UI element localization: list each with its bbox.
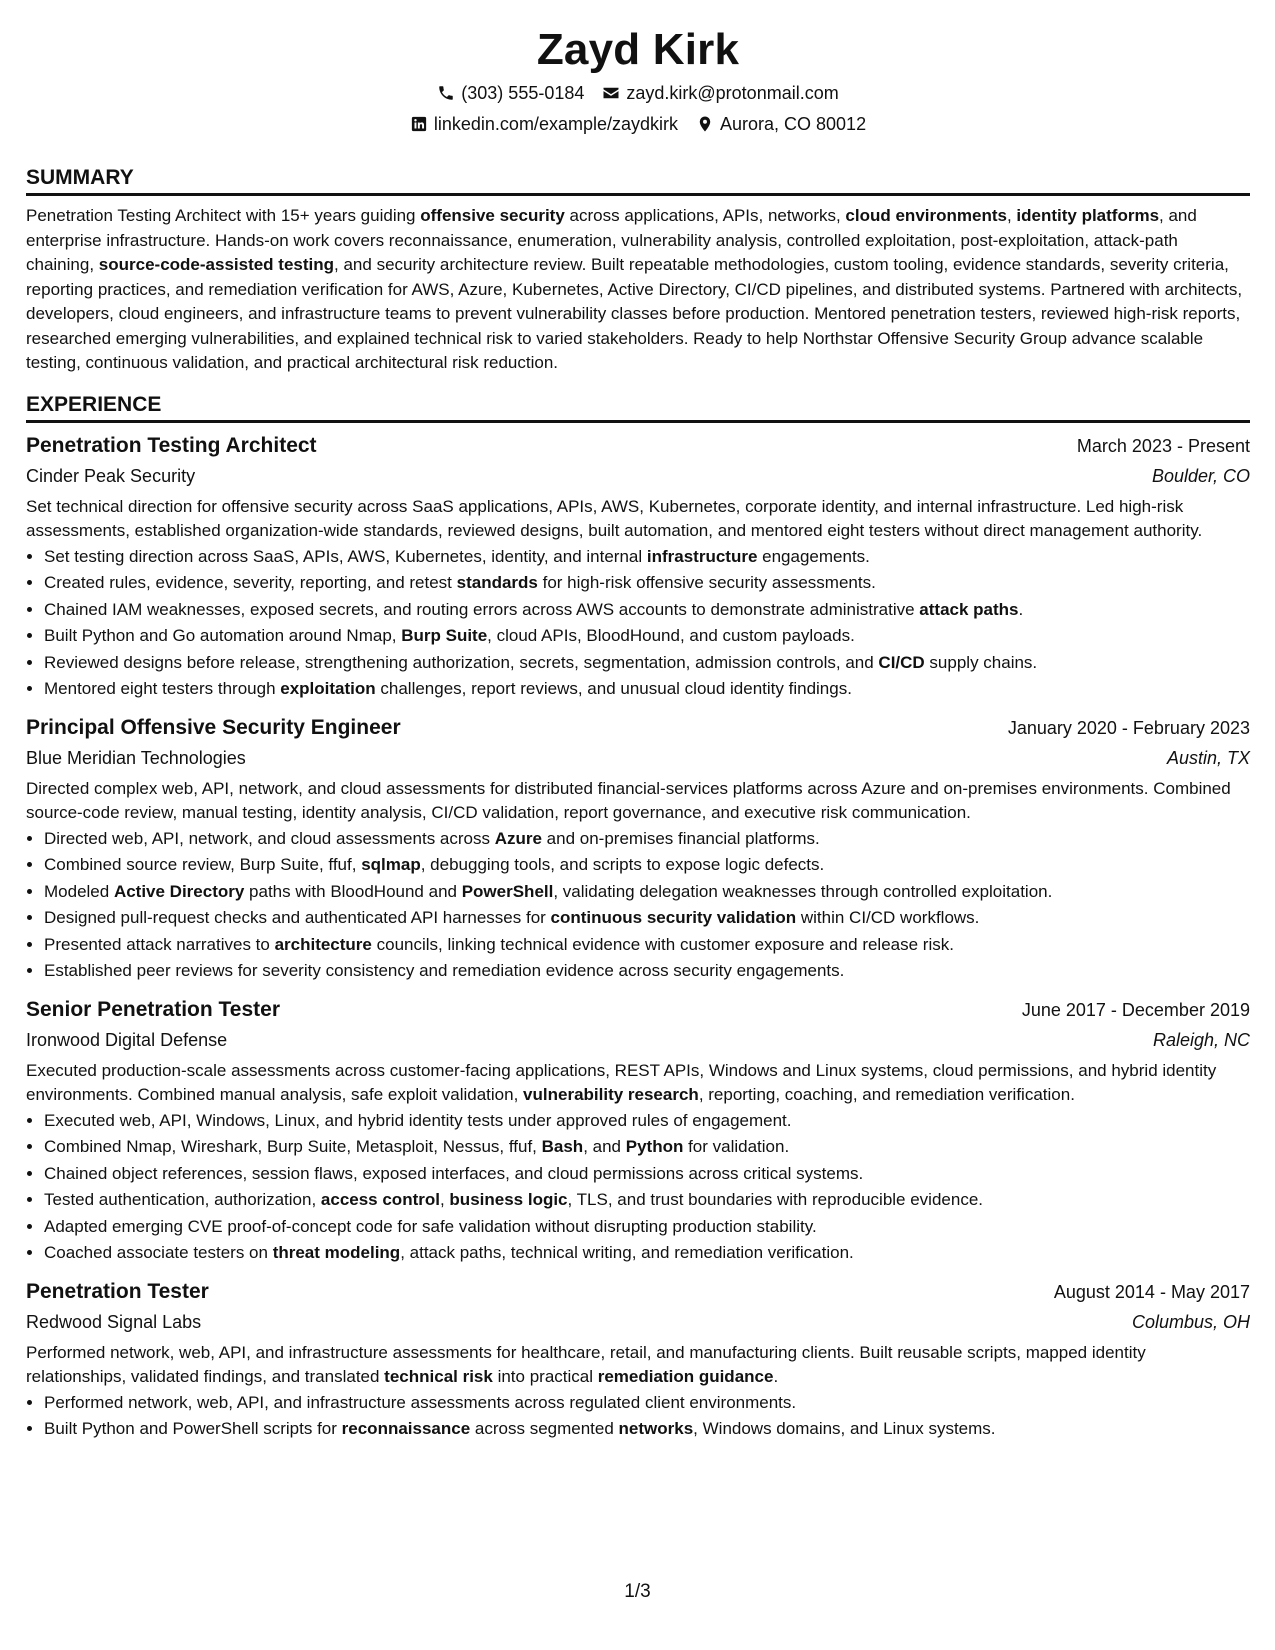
list-item: • Combined Nmap, Wireshark, Burp Suite, Metasploit, Nessus, ffuf, Bash, and Python for validation. [44, 1134, 1250, 1161]
company-name: Ironwood Digital Defense [26, 1029, 228, 1050]
list-item: • Chained IAM weaknesses, exposed secrets, and routing errors across AWS accounts to demonstrate administrative attack paths. [44, 597, 1250, 624]
job-company-row [26, 1307, 1250, 1338]
list-item: • Established peer reviews for severity consistency and remediation evidence across security engagements. [44, 958, 1250, 985]
job-header-row [26, 713, 1250, 743]
location-text: Aurora, CO 80012 [720, 114, 867, 134]
job-description: Set technical direction for offensive security across SaaS applications, APIs, AWS, Kubernetes, corporate identity, and internal infrastructure. Led high-risk assessments, established organization-wide standards, reviewed designs, built automation, and mentored eight testers without direct management authority. [26, 496, 1203, 540]
company-name: Cinder Peak Security [26, 465, 196, 486]
phone-number: (303) 555-0184 [461, 83, 585, 103]
job-bullets [26, 1108, 1250, 1267]
job-company-row [26, 461, 1250, 492]
list-item: • Tested authentication, authorization, access control, business logic, TLS, and trust boundaries with reproducible evidence. [44, 1187, 1250, 1214]
job-bullets [26, 544, 1250, 703]
job-entry [26, 431, 1250, 703]
location-contact [696, 113, 866, 135]
contact-line-2 [26, 113, 1250, 135]
job-description: Directed complex web, API, network, and cloud assessments for distributed financial-services platforms across Azure and on-premises environments. Combined source-code review, manual testing, identity analysis, CI/CD validation, report governance, and executive risk communication. [26, 778, 1231, 822]
list-item: • Performed network, web, API, and infrastructure assessments across regulated client environments. [44, 1390, 1250, 1417]
list-item: • Built Python and PowerShell scripts for reconnaissance across segmented networks, Windows domains, and Linux systems. [44, 1416, 1250, 1443]
job-bullets [26, 1390, 1250, 1443]
summary-heading: SUMMARY [26, 165, 1250, 196]
map-marker-icon [696, 115, 714, 133]
phone-contact [437, 82, 584, 104]
linkedin-url[interactable]: linkedin.com/example/zaydkirk [433, 114, 678, 134]
list-item: • Mentored eight testers through exploitation challenges, report reviews, and unusual cloud identity findings. [44, 676, 1250, 703]
envelope-icon [602, 84, 620, 102]
job-company-row [26, 1025, 1250, 1056]
job-location: Columbus, OH [1131, 1311, 1250, 1332]
job-entry [26, 995, 1250, 1267]
job-title: Penetration Tester [26, 1279, 209, 1303]
job-header-row [26, 431, 1250, 461]
job-entry [26, 1277, 1250, 1443]
job-title: Penetration Testing Architect [26, 433, 317, 457]
list-item: • Coached associate testers on threat modeling, attack paths, technical writing, and remediation verification. [44, 1240, 1250, 1267]
email-address[interactable]: zayd.kirk@protonmail.com [626, 83, 839, 103]
page-number: 1/3 [624, 1581, 651, 1602]
phone-icon [437, 84, 455, 102]
linkedin-contact[interactable] [410, 113, 678, 135]
job-location: Boulder, CO [1151, 465, 1250, 486]
summary-text: Penetration Testing Architect with 15+ years guiding offensive security across applications, APIs, networks, cloud environments, identity platforms, and enterprise infrastructure. Hands-on work covers reconnaissance, enumeration, vulnerability analysis, controlled exploitation, post-exploitation, attack-path chaining, source-code-assisted testing, and security architecture review. Built repeatable methodologies, custom tooling, evidence standards, severity criteria, reporting practices, and remediation verification for AWS, Azure, Kubernetes, Active Directory, CI/CD pipelines, and distributed systems. Partnered with architects, developers, cloud engineers, and infrastructure teams to prevent vulnerability classes before production. Mentored penetration testers, reviewed high-risk reports, researched emerging vulnerabilities, and explained technical risk to varied stakeholders. Ready to help Northstar Offensive Security Group advance scalable testing, continuous validation, and practical architectural risk reduction. [26, 206, 1243, 372]
job-description: Executed production-scale assessments across customer-facing applications, REST APIs, Windows and Linux systems, cloud permissions, and hybrid identity environments. Combined manual analysis, safe exploit validation, vulnerability research, reporting, coaching, and remediation verification. [26, 1060, 1217, 1104]
job-description: Performed network, web, API, and infrastructure assessments for healthcare, retail, and manufacturing clients. Built reusable scripts, mapped identity relationships, validated findings, and translated technical risk into practical remediation guidance. [26, 1342, 1146, 1386]
list-item: • Built Python and Go automation around Nmap, Burp Suite, cloud APIs, BloodHound, and custom payloads. [44, 623, 1250, 650]
list-item: • Chained object references, session flaws, exposed interfaces, and cloud permissions across critical systems. [44, 1161, 1250, 1188]
company-name: Blue Meridian Technologies [26, 747, 246, 768]
list-item: • Modeled Active Directory paths with BloodHound and PowerShell, validating delegation weaknesses through controlled exploitation. [44, 879, 1250, 906]
job-header-row [26, 1277, 1250, 1307]
list-item: • Set testing direction across SaaS, APIs, AWS, Kubernetes, identity, and internal infrastructure engagements. [44, 544, 1250, 571]
job-entry [26, 713, 1250, 985]
list-item: • Reviewed designs before release, strengthening authorization, secrets, segmentation, admission controls, and CI/CD supply chains. [44, 650, 1250, 677]
job-dates: January 2020 - February 2023 [1007, 717, 1250, 738]
job-location: Austin, TX [1166, 747, 1250, 768]
job-bullets [26, 826, 1250, 985]
list-item: • Combined source review, Burp Suite, ffuf, sqlmap, debugging tools, and scripts to expose logic defects. [44, 852, 1250, 879]
list-item: • Created rules, evidence, severity, reporting, and retest standards for high-risk offensive security assessments. [44, 570, 1250, 597]
job-dates: August 2014 - May 2017 [1053, 1281, 1250, 1302]
list-item: • Presented attack narratives to architecture councils, linking technical evidence with customer exposure and release risk. [44, 932, 1250, 959]
resume-page [26, 0, 1250, 1443]
job-location: Raleigh, NC [1152, 1029, 1250, 1050]
linkedin-icon [410, 115, 428, 133]
list-item: • Directed web, API, network, and cloud assessments across Azure and on-premises financial platforms. [44, 826, 1250, 853]
list-item: • Executed web, API, Windows, Linux, and hybrid identity tests under approved rules of engagement. [44, 1108, 1250, 1135]
list-item: • Adapted emerging CVE proof-of-concept code for safe validation without disrupting production stability. [44, 1214, 1250, 1241]
job-dates: March 2023 - Present [1076, 435, 1250, 456]
list-item: • Designed pull-request checks and authenticated API harnesses for continuous security validation within CI/CD workflows. [44, 905, 1250, 932]
job-header-row [26, 995, 1250, 1025]
job-company-row [26, 743, 1250, 774]
job-title: Senior Penetration Tester [26, 997, 281, 1021]
experience-heading: EXPERIENCE [26, 392, 1250, 423]
contact-line-1 [26, 82, 1250, 104]
experience-list [26, 431, 1250, 1443]
candidate-name: Zayd Kirk [536, 25, 740, 74]
company-name: Redwood Signal Labs [26, 1311, 202, 1332]
job-title: Principal Offensive Security Engineer [26, 715, 401, 739]
email-contact[interactable] [602, 82, 838, 104]
job-dates: June 2017 - December 2019 [1021, 999, 1250, 1020]
